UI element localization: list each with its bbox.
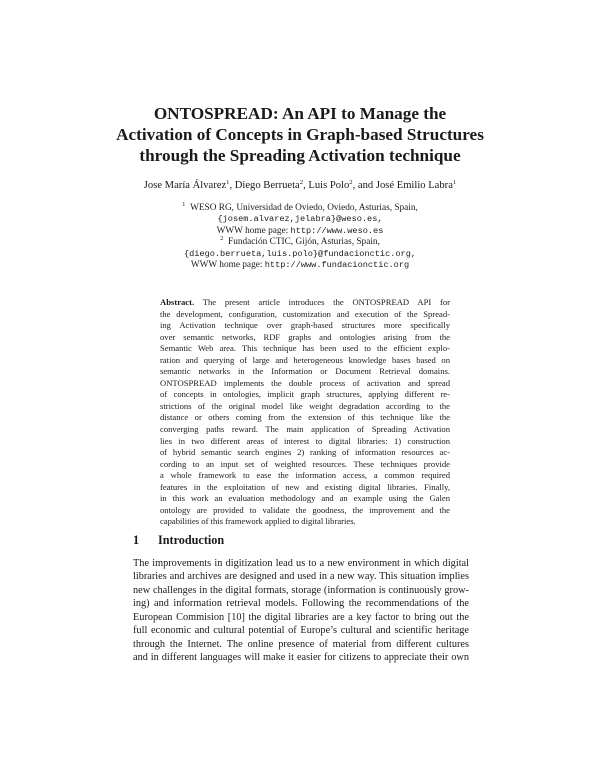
title-line: Activation of Concepts in Graph-based Structures [116,125,484,144]
affiliations [100,203,500,271]
homepage-url: http://www.weso.es [290,225,384,236]
author-affiliation-mark: 1 [226,179,230,186]
body-line: ing) and information retrieval models. Following the recommendations of the [133,598,469,610]
abstract-line: converging paths reward. The main application of Spreading Activation [160,424,450,435]
abstract-line: the development, configuration, customization and execution of the Spread- [160,308,450,319]
abstract-line: semantic networks in the Information or Document Retrieval domains. [160,366,450,377]
abstract-line: of concepts in ontologies, implicit graph structures, applying different re- [160,389,450,400]
affiliation-email: {diego.berrueta,luis.polo}@fundacionctic.org, [183,248,417,259]
abstract-line [160,297,450,309]
affiliation-mark: 2 [220,235,224,243]
affiliation-mark: 1 [182,201,186,208]
abstract-line: distance or others coming from the extension of this technique like the [160,412,450,423]
abstract-line: ontology are provided to validate the goodness, the improvement and the [160,504,450,515]
abstract [160,297,450,528]
body-line: new challenges in the digital formats, storage (information is continuously grow- [133,584,469,596]
abstract-text: The present article introduces the ONTOSPREAD API for [194,297,450,307]
author-list [60,180,540,191]
abstract-line: Semantic Web area. This technique has been used to the efficient explo- [160,343,450,354]
abstract-line: in this work an evaluation methodology and an example using the Galen [160,493,450,504]
author-affiliation-mark: 2 [299,179,304,186]
section-title: Introduction [158,533,225,547]
author-name: Diego Berrueta [234,180,300,191]
title-line: through the Spreading Activation technique [139,146,461,165]
affiliation-line [100,203,500,214]
homepage-label: WWW home page: [216,225,291,236]
abstract-line: ration and querying of large and heterogeneous knowledge bases based on [160,354,450,365]
title-line: ONTOSPREAD: An API to Manage the [153,104,447,123]
abstract-line: ing Activation technique over graph-based structures more specifically [160,320,450,331]
homepage-url: http://www.fundacionctic.org [264,260,410,271]
author-affiliation-mark: 1 [452,179,457,186]
author-name: Luis Polo [308,180,350,191]
affiliation-line [100,237,500,248]
affiliation-homepage [100,226,500,237]
abstract-line: features in the exploitation of new and existing digital libraries. Finally, [160,481,450,492]
body-line: libraries and archives are designed and used in a new way. This situation implies [133,571,469,583]
author-separator: , [229,180,235,191]
abstract-label: Abstract. [160,297,195,307]
abstract-line: strictions of the original model like weight degradation according to the [160,400,450,411]
abstract-line: lies in two different areas of interest to digital libraries: 1) construction [160,435,450,446]
abstract-line: cording to an input set of weighted resources. These techniques provide [160,458,450,469]
author-affiliation-mark: 2 [349,179,353,186]
affiliation-text: WESO RG, Universidad de Oviedo, Oviedo, Asturias, Spain, [190,203,418,213]
abstract-line: over semantic networks, RDF graphs and ontologies arising from the [160,331,450,342]
body-line: and in different languages will make it easier for citizens to appreciate their own [133,652,469,664]
affiliation-homepage [100,260,500,271]
body-line: through the Internet. The online presence of material from different cultures [133,638,469,650]
author-separator: , [303,180,309,191]
body-line: The improvements in digitization lead us to a new environment in which digital [133,558,469,569]
abstract-line: ONTOSPREAD implements the double process of activation and spread [160,377,450,388]
affiliation-email: {josem.alvarez,jelabra}@weso.es, [217,214,383,225]
author-name: Jose María Álvarez [143,180,227,191]
section-number: 1 [133,533,140,547]
abstract-line: capabilities of this framework applied to digital libraries. [160,516,356,527]
abstract-line: of hybrid semantic search engines 2) ranking of information resources ac- [160,447,450,458]
author-separator: , and [352,180,376,191]
section-heading [133,533,224,548]
homepage-label: WWW home page: [190,260,265,271]
introduction-body [133,557,469,665]
body-line: full economic and cultural potential of Europe’s cultural and scientific heritage [133,625,469,637]
author-name: José Emilio Labra [375,180,453,191]
abstract-line: a whole framework to ease the information access, a common required [160,470,450,481]
body-line: European Commision [10] the digital libraries are a key factor to bring out the [133,611,469,623]
paper-title [60,103,540,166]
affiliation-text: Fundación CTIC, Gijón, Asturias, Spain, [228,237,380,248]
